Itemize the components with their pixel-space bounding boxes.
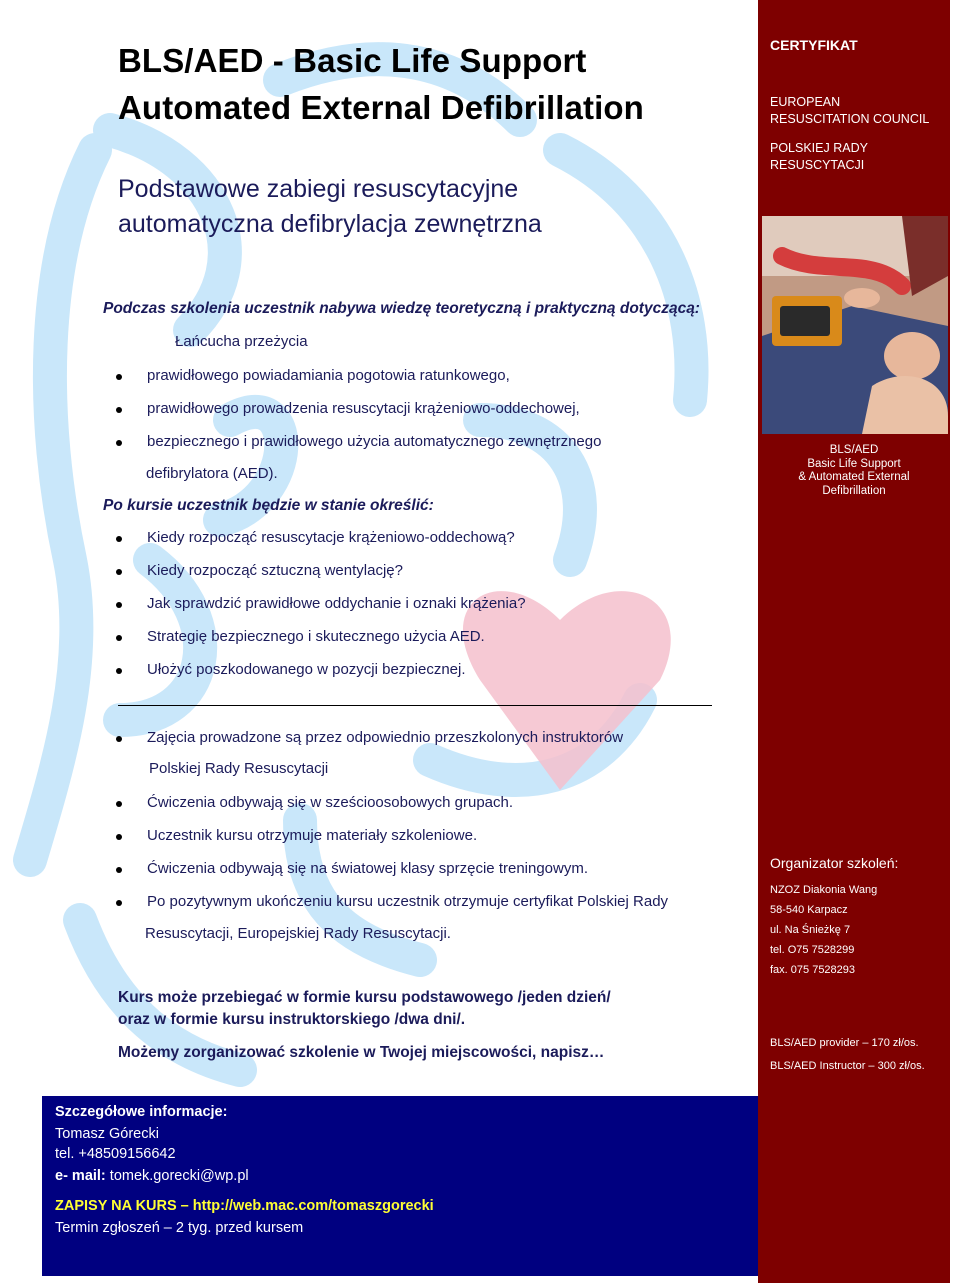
subtitle-line-2: automatyczna defibrylacja zewnętrzna [118, 210, 542, 238]
course-name-line-1: BLS/AED [829, 444, 879, 456]
contact-name: Tomasz Górecki [55, 1126, 159, 1142]
list-item-continuation: Polskiej Rady Resuscytacji [149, 760, 329, 777]
list-item [104, 399, 601, 432]
bullet-icon [116, 801, 122, 807]
list-item [104, 728, 623, 761]
erc-line-2: RESUSCITATION COUNCIL [770, 112, 930, 126]
section1-list [104, 366, 601, 465]
list-item [104, 561, 526, 594]
bullet-icon [116, 900, 122, 906]
bullet-icon [116, 569, 122, 575]
bullet-icon [116, 407, 122, 413]
list-item [104, 859, 668, 892]
section2-list [104, 528, 526, 693]
page-title [118, 38, 644, 132]
list-item-text: Ułożyć poszkodowanego w pozycji bezpiecznej. [147, 661, 466, 678]
list-item [104, 528, 526, 561]
page-subtitle [118, 172, 542, 242]
list-item-text: Strategię bezpiecznego i skutecznego użycia AED. [147, 628, 485, 645]
bullet-icon [116, 668, 122, 674]
footer-heading: Szczegółowe informacje: [55, 1104, 228, 1120]
organizer-city: 58-540 Karpacz [770, 904, 848, 916]
organizer-phone: tel. O75 7528299 [770, 944, 855, 956]
contact-email-row [55, 1168, 249, 1184]
bullet-icon [116, 440, 122, 446]
prr-line-1: POLSKIEJ RADY [770, 141, 868, 155]
list-item [104, 892, 668, 925]
chain-of-survival: Łańcucha przeżycia [175, 333, 308, 350]
bullet-icon [116, 374, 122, 380]
list-item-text: Kiedy rozpocząć resuscytacje krążeniowo-oddechową? [147, 529, 515, 546]
bullet-icon [116, 867, 122, 873]
list-item-text: Uczestnik kursu otrzymuje materiały szkoleniowe. [147, 827, 478, 844]
course-name [758, 444, 950, 498]
contact-footer [42, 1096, 758, 1276]
list-item-text: Kiedy rozpocząć sztuczną wentylację? [147, 562, 403, 579]
list-item-text: Ćwiczenia odbywają się w sześcioosobowych grupach. [147, 794, 514, 811]
section3-list-rest [104, 793, 668, 925]
title-line-1: BLS/AED - Basic Life Support [118, 42, 587, 79]
course-name-line-4: Defibrillation [822, 484, 886, 497]
course-format-line-2: oraz w formie kursu instruktorskiego /dwa dni/. [118, 1011, 466, 1028]
organizer-details [770, 880, 877, 980]
course-format [118, 987, 611, 1031]
bullet-icon [116, 736, 122, 742]
list-item [104, 826, 668, 859]
bullet-icon [116, 635, 122, 641]
erc-line-1: EUROPEAN [770, 95, 841, 109]
course-format-line-1: Kurs może przebiegać w formie kursu podstawowego /jeden dzień/ [118, 989, 611, 1006]
list-item-text: Po pozytywnym ukończeniu kursu uczestnik otrzymuje certyfikat Polskiej Rady [147, 893, 669, 910]
contact-email[interactable]: tomek.gorecki@wp.pl [109, 1168, 249, 1184]
organizer-street: ul. Na Śnieżkę 7 [770, 924, 851, 936]
list-item [104, 366, 601, 399]
price-provider: BLS/AED provider – 170 zł/os. [770, 1037, 919, 1049]
course-name-line-3: & Automated External [798, 471, 910, 483]
title-line-2: Automated External Defibrillation [118, 88, 644, 126]
list-item-text: Zajęcia prowadzone są przez odpowiednio przeszkolonych instruktorów [147, 729, 624, 746]
section2-lead: Po kursie uczestnik będzie w stanie określić: [103, 497, 434, 514]
list-item [104, 660, 526, 693]
list-item-text: bezpiecznego i prawidłowego użycia automatycznego zewnętrznego [147, 433, 602, 450]
bullet-icon [116, 536, 122, 542]
list-item [104, 627, 526, 660]
list-item-text: Jak sprawdzić prawidłowe oddychanie i oznaki krążenia? [147, 595, 526, 612]
sidebar [758, 0, 950, 1283]
organizer-name: NZOZ Diakonia Wang [770, 884, 878, 896]
signup-deadline: Termin zgłoszeń – 2 tyg. przed kursem [55, 1220, 304, 1236]
list-item [104, 793, 668, 826]
signup-link[interactable]: ZAPISY NA KURS – http://web.mac.com/tomaszgorecki [55, 1198, 434, 1214]
organizer-heading: Organizator szkoleń: [770, 855, 899, 871]
prr-name [770, 140, 868, 174]
list-item-continuation: defibrylatora (AED). [146, 465, 278, 482]
course-location-note: Możemy zorganizować szkolenie w Twojej miejscowości, napisz… [118, 1044, 605, 1061]
list-item-text: Ćwiczenia odbywają się na światowej klasy sprzęcie treningowym. [147, 860, 589, 877]
list-item [104, 594, 526, 627]
bullet-icon [116, 834, 122, 840]
list-item-continuation: Resuscytacji, Europejskiej Rady Resuscytacji. [145, 925, 451, 942]
list-item [104, 432, 601, 465]
section1-lead: Podczas szkolenia uczestnik nabywa wiedzę teoretyczną i praktyczną dotyczącą: [103, 300, 700, 317]
prr-line-2: RESUSCYTACJI [770, 158, 865, 172]
contact-phone: tel. +48509156642 [55, 1146, 176, 1162]
erc-name [770, 94, 929, 128]
email-label: e- mail: [55, 1168, 106, 1184]
section3-list [104, 728, 623, 761]
list-item-text: prawidłowego powiadamiania pogotowia ratunkowego, [147, 367, 510, 384]
list-item-text: prawidłowego prowadzenia resuscytacji krążeniowo-oddechowej, [147, 400, 580, 417]
price-instructor: BLS/AED Instructor – 300 zł/os. [770, 1060, 925, 1072]
divider [118, 705, 712, 706]
course-name-line-2: Basic Life Support [807, 457, 901, 470]
organizer-fax: fax. 075 7528293 [770, 964, 856, 976]
certificate-heading: CERTYFIKAT [770, 37, 858, 53]
training-photo [762, 216, 948, 434]
bullet-icon [116, 602, 122, 608]
subtitle-line-1: Podstawowe zabiegi resuscytacyjne [118, 175, 519, 203]
